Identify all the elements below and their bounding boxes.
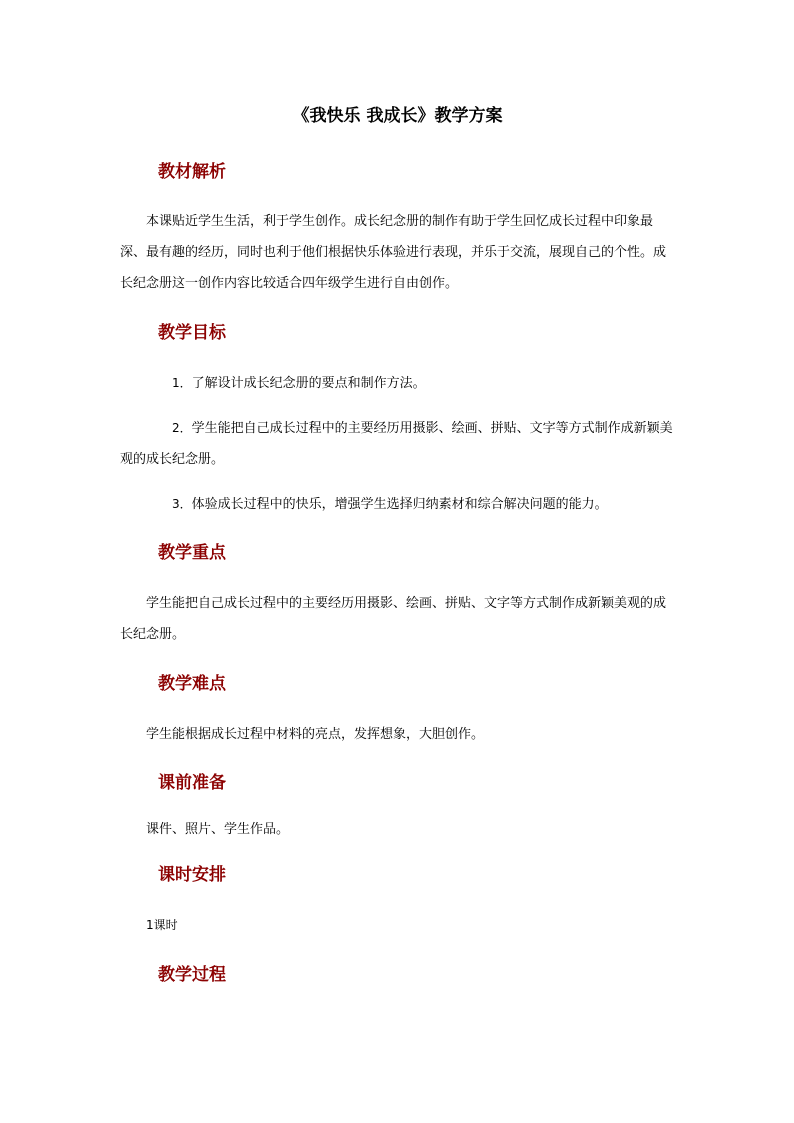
paragraph-analysis: 本课贴近学生生活，利于学生创作。成长纪念册的制作有助于学生回忆成长过程中印象最深、最有趣的经历，同时也利于他们根据快乐体验进行表现，并乐于交流，展现自己的个性。成长纪念册这一创作内容比较适合四年级学生进行自由创作。 <box>120 214 667 291</box>
objective-item-3 <box>120 489 675 520</box>
document-title: 《我快乐 我成长》教学方案 <box>292 106 503 126</box>
heading-difficulties: 教学难点 <box>158 674 226 694</box>
objective-number: 1． <box>172 376 192 390</box>
heading-schedule: 课时安排 <box>158 865 226 885</box>
heading-process: 教学过程 <box>158 965 226 985</box>
heading-key-points: 教学重点 <box>158 543 226 563</box>
objective-text: 学生能把自己成长过程中的主要经历用摄影、绘画、拼贴、文字等方式制作成新颖美观的成长纪念册。 <box>120 421 673 467</box>
paragraph-difficulties: 学生能根据成长过程中材料的亮点，发挥想象，大胆创作。 <box>146 727 485 742</box>
heading-analysis: 教材解析 <box>158 162 226 182</box>
objective-text: 了解设计成长纪念册的要点和制作方法。 <box>191 376 426 391</box>
objective-text: 体验成长过程中的快乐，增强学生选择归纳素材和综合解决问题的能力。 <box>191 497 608 512</box>
paragraph-schedule: 1课时 <box>146 918 178 932</box>
paragraph-key-points: 学生能把自己成长过程中的主要经历用摄影、绘画、拼贴、文字等方式制作成新颖美观的成长纪念册。 <box>120 596 667 642</box>
objective-item-2 <box>120 413 675 475</box>
objective-number: 2． <box>172 421 192 435</box>
heading-objectives: 教学目标 <box>158 323 226 343</box>
paragraph-preparation: 课件、照片、学生作品。 <box>146 822 290 837</box>
objective-number: 3． <box>172 497 192 511</box>
objective-item-1 <box>120 368 675 399</box>
heading-preparation: 课前准备 <box>158 773 226 793</box>
